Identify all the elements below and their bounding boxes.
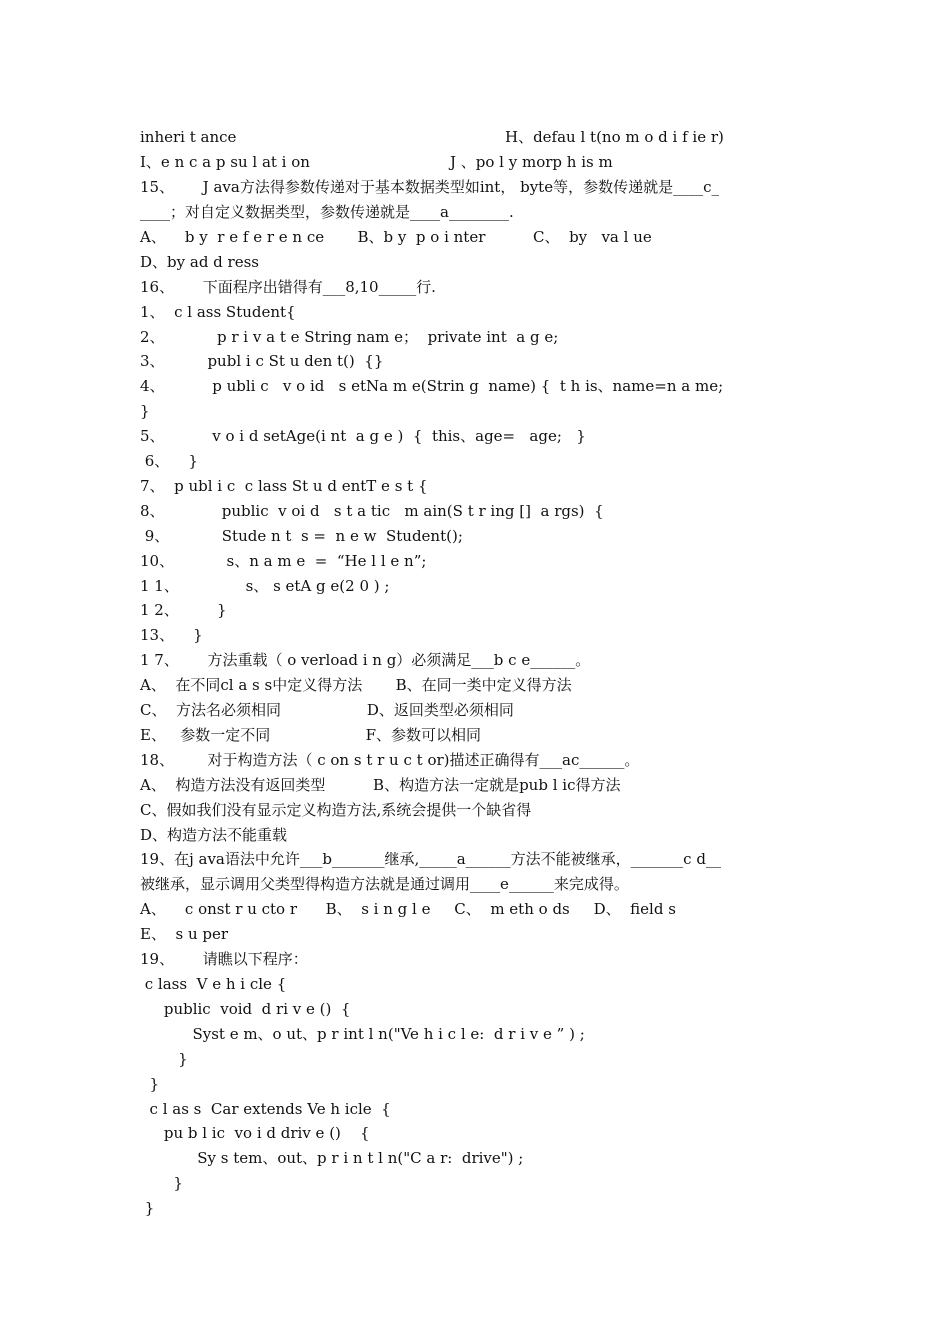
text-line: 1 1、 s、 s etA g e(2 0 ) ; — [140, 577, 390, 595]
text-line: } — [140, 1075, 160, 1093]
text-line: 6、 } — [140, 452, 198, 470]
text-line: 13、 } — [140, 626, 203, 644]
text-line: 19、在j ava语法中允许___b_______继承,_____a______方法不能被继承，_______c d__ — [140, 850, 721, 868]
text-line: C、假如我们没有显示定义构造方法,系统会提供一个缺省得 — [140, 801, 532, 819]
text-line: 19、 请瞧以下程序： — [140, 950, 308, 968]
text-line: } — [140, 1050, 188, 1068]
text-line: inheri t ance — [140, 128, 237, 146]
text-line: 1、 c l ass Student{ — [140, 303, 296, 321]
text-line: A、 b y r e f e r e n ce B、b y p o i nter C、 by va l ue — [140, 228, 652, 246]
text-line: 1 7、 方法重载（ o verload i n g）必须满足___b c e______。 — [140, 651, 591, 669]
text-line: } — [140, 402, 150, 420]
text-line: E、 参数一定不同 F、参数可以相同 — [140, 726, 482, 744]
text-line: D、by ad d ress — [140, 253, 259, 271]
text-line: 9、 Stude n t s = n e w Student(); — [140, 527, 463, 545]
text-line: 10、 s、n a m e = “He l l e n”; — [140, 552, 427, 570]
text-line: C、 方法名必须相同 D、返回类型必须相同 — [140, 701, 514, 719]
text-line: 18、 对于构造方法（ c on s t r u c t or)描述正确得有___ac______。 — [140, 751, 640, 769]
text-line: 7、 p ubl i c c lass St u d entT e s t { — [140, 477, 428, 495]
text-line: A、 构造方法没有返回类型 B、构造方法一定就是pub l ic得方法 — [140, 776, 621, 794]
text-line: 15、 J ava方法得参数传递对于基本数据类型如int， byte等，参数传递就是____c_ — [140, 178, 719, 196]
text-line: ____；对自定义数据类型，参数传递就是____a________. — [140, 203, 514, 221]
text-line: 被继承，显示调用父类型得构造方法就是通过调用____e______来完成得。 — [140, 875, 629, 893]
text-line: E、 s u per — [140, 925, 229, 943]
text-line: 3、 publ i c St u den t() {} — [140, 352, 384, 370]
text-line: I、e n c a p su l at i on — [140, 153, 310, 171]
text-line: D、构造方法不能重载 — [140, 826, 288, 844]
text-line: 8、 public v oi d s t a tic m ain(S t r ing [] a rgs) { — [140, 502, 604, 520]
text-line: c l as s Car extends Ve h icle { — [140, 1100, 391, 1118]
text-line: public void d ri v e () { — [140, 1000, 351, 1018]
text-line: H、defau l t(no m o d i f ie r) — [505, 128, 724, 146]
text-line: 2、 p r i v a t e String nam e； private int a g e; — [140, 328, 559, 346]
text-line: 16、 下面程序出错得有___8,10_____行. — [140, 278, 436, 296]
text-line: A、 在不同cl a s s中定义得方法 B、在同一类中定义得方法 — [140, 676, 572, 694]
text-line: Sy s tem、out、p r i n t l n("C a r: drive") ; — [140, 1149, 524, 1167]
text-line: c lass V e h i cle { — [140, 975, 287, 993]
text-line: J 、po l y morp h is m — [450, 153, 613, 171]
text-line: 5、 v o i d setAge(i nt a g e ) { this、age= age; } — [140, 427, 586, 445]
text-line: 1 2、 } — [140, 601, 227, 619]
text-line: 4、 p ubli c v o id s etNa m e(Strin g name) { t h is、name=n a me; — [140, 377, 724, 395]
text-line: A、 c onst r u cto r B、 s i n g l e C、 m eth o ds D、 field s — [140, 900, 676, 918]
text-line: } — [140, 1199, 155, 1217]
text-line: Syst e m、o ut、p r int l n("Ve h i c l e: d r i v e ” ) ; — [140, 1025, 585, 1043]
text-line: pu b l ic vo i d driv e () { — [140, 1124, 370, 1142]
text-line: } — [140, 1174, 183, 1192]
